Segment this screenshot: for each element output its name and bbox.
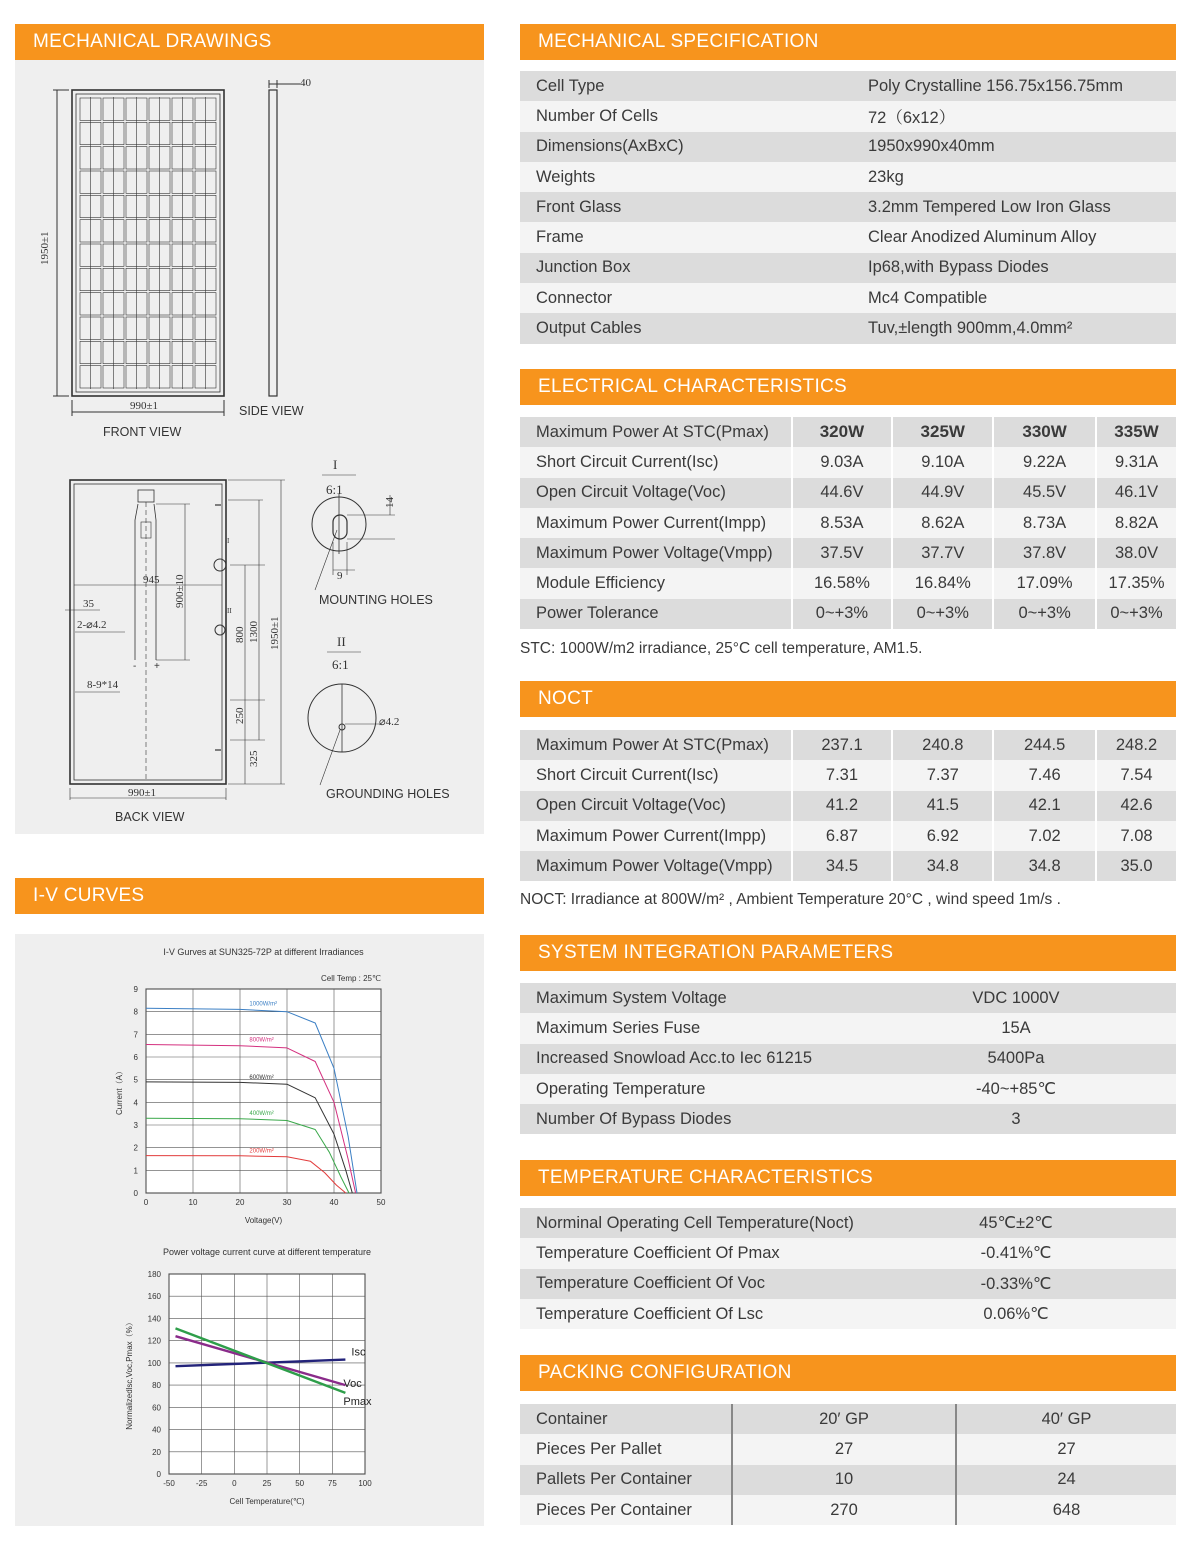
mechanical-drawings-panel <box>15 60 484 834</box>
row-label: Increased Snowload Acc.to Iec 61215 <box>520 1044 856 1074</box>
row-value: 23kg <box>852 162 1176 192</box>
row-label: Power Tolerance <box>520 599 792 629</box>
table-row <box>520 851 1176 881</box>
temp-chart-y-tick-label: 60 <box>152 1403 161 1413</box>
row-value: 3 <box>856 1104 1176 1134</box>
row-value: 42.1 <box>993 791 1096 821</box>
row-value: 325W <box>892 417 993 447</box>
row-label: Maximum Power Voltage(Vmpp) <box>520 538 792 568</box>
row-value: 5400Pa <box>856 1044 1176 1074</box>
plus-sign: + <box>154 661 160 672</box>
row-value: 248.2 <box>1096 730 1176 760</box>
table-row <box>520 599 1176 629</box>
row-value: 0~+3% <box>993 599 1096 629</box>
row-label: Temperature Coefficient Of Lsc <box>520 1299 856 1329</box>
iv-charts-svg <box>15 934 484 1526</box>
mounting-holes-label: MOUNTING HOLES <box>319 593 433 607</box>
row-label: Operating Temperature <box>520 1074 856 1104</box>
table-row <box>520 222 1176 252</box>
row-label: Container <box>520 1404 732 1434</box>
dim-990-front: 990±1 <box>130 400 159 412</box>
iv-chart-x-axis-label: Voltage(V) <box>244 1216 283 1225</box>
row-label: Maximum Power At STC(Pmax) <box>520 417 792 447</box>
row-value: 9.10A <box>892 447 993 477</box>
row-value: 44.9V <box>892 478 993 508</box>
system-heading: SYSTEM INTEGRATION PARAMETERS <box>520 935 1176 971</box>
table-row <box>520 101 1176 131</box>
row-value: 6.92 <box>892 821 993 851</box>
detail-1-label: I <box>333 457 338 472</box>
row-value: 10 <box>732 1465 956 1495</box>
temp-chart-x-tick-label: 25 <box>262 1479 272 1488</box>
row-label: Number Of Bypass Diodes <box>520 1104 856 1134</box>
row-label: Cell Type <box>520 71 852 101</box>
table-row <box>520 1465 1176 1495</box>
temp-chart-series-label-1: Voc <box>343 1378 362 1391</box>
detail-1-scale: 6:1 <box>326 482 343 497</box>
mechanical-drawings-heading: MECHANICAL DRAWINGS <box>15 24 484 60</box>
detail-1-dim-9: 9 <box>337 570 343 582</box>
temp-chart-y-tick-label: 180 <box>147 1270 161 1279</box>
row-label: Open Circuit Voltage(Voc) <box>520 478 792 508</box>
iv-chart-series-label-2: 600W/m² <box>249 1074 274 1081</box>
row-value: 15A <box>856 1013 1176 1043</box>
row-value: 8.82A <box>1096 508 1176 538</box>
iv-chart-x-tick-label: 40 <box>329 1198 339 1207</box>
row-value: VDC 1000V <box>856 983 1176 1013</box>
table-row <box>520 192 1176 222</box>
table-row <box>520 791 1176 821</box>
iv-chart-y-tick-label: 7 <box>133 1030 138 1040</box>
iv-curves-panel <box>15 934 484 1526</box>
row-value: 244.5 <box>993 730 1096 760</box>
dim-945: 945 <box>143 574 160 586</box>
dim-8-9-14: 8-9*14 <box>87 679 119 691</box>
packing-table <box>520 1404 1176 1525</box>
row-value: 34.8 <box>993 851 1096 881</box>
dim-325: 325 <box>248 750 260 767</box>
dim-900: 900±10 <box>174 574 186 608</box>
noct-note: NOCT: Irradiance at 800W/m² , Ambient Temperature 20°C , wind speed 1m/s . <box>520 891 1061 908</box>
row-value: 42.6 <box>1096 791 1176 821</box>
row-value: 0~+3% <box>792 599 893 629</box>
temp-chart-y-tick-label: 160 <box>147 1292 161 1302</box>
row-value: Tuv,±length 900mm,4.0mm² <box>852 313 1176 343</box>
iv-chart-x-tick-label: 30 <box>282 1198 292 1207</box>
row-value: 24 <box>956 1465 1176 1495</box>
iv-chart-x-tick-label: 20 <box>235 1198 245 1207</box>
row-value: 648 <box>956 1495 1176 1525</box>
temperature-heading: TEMPERATURE CHARACTERISTICS <box>520 1160 1176 1196</box>
row-value: -40~+85℃ <box>856 1074 1176 1104</box>
row-value: 7.46 <box>993 760 1096 790</box>
row-label: Open Circuit Voltage(Voc) <box>520 791 792 821</box>
iv-chart-y-tick-label: 5 <box>133 1075 138 1085</box>
temp-chart-y-tick-label: 120 <box>147 1336 161 1346</box>
row-value: 16.84% <box>892 568 993 598</box>
row-value: 8.53A <box>792 508 893 538</box>
temp-chart-x-tick-label: 50 <box>295 1479 305 1488</box>
table-row <box>520 760 1176 790</box>
temp-chart-y-tick-label: 80 <box>152 1381 161 1391</box>
table-row <box>520 132 1176 162</box>
table-row <box>520 313 1176 343</box>
temp-chart-title: Power voltage current curve at different temperature <box>163 1247 371 1257</box>
table-row <box>520 983 1176 1013</box>
row-value: 240.8 <box>892 730 993 760</box>
dim-1950: 1950±1 <box>39 231 51 265</box>
row-label: Temperature Coefficient Of Pmax <box>520 1238 856 1268</box>
table-row <box>520 253 1176 283</box>
dim-800: 800 <box>234 626 246 643</box>
temp-chart-y-tick-label: 20 <box>152 1447 161 1457</box>
table-row <box>520 1013 1176 1043</box>
temp-chart-y-tick-label: 140 <box>147 1314 161 1324</box>
table-row <box>520 478 1176 508</box>
dim-1300: 1300 <box>248 621 260 643</box>
table-row <box>520 730 1176 760</box>
mechanical-spec-heading: MECHANICAL SPECIFICATION <box>520 24 1176 60</box>
temp-chart-x-tick-label: 100 <box>358 1479 372 1488</box>
row-value: 35.0 <box>1096 851 1176 881</box>
iv-chart-x-tick-label: 50 <box>376 1198 386 1207</box>
table-row <box>520 1104 1176 1134</box>
detail-2-dim-42: ⌀4.2 <box>379 716 400 728</box>
row-value: 8.62A <box>892 508 993 538</box>
table-row <box>520 417 1176 447</box>
table-row <box>520 538 1176 568</box>
electrical-heading: ELECTRICAL CHARACTERISTICS <box>520 369 1176 405</box>
table-row <box>520 1299 1176 1329</box>
dim-1950-back: 1950±1 <box>269 616 281 650</box>
temp-chart-x-tick-label: 75 <box>327 1479 337 1488</box>
dim-35: 35 <box>83 598 94 610</box>
row-label: Maximum Power Voltage(Vmpp) <box>520 851 792 881</box>
row-value: 237.1 <box>792 730 893 760</box>
row-value: 16.58% <box>792 568 893 598</box>
electrical-table <box>520 417 1176 629</box>
row-label: Number Of Cells <box>520 101 852 131</box>
row-value: -0.41%℃ <box>856 1238 1176 1268</box>
row-label: Front Glass <box>520 192 852 222</box>
row-value: 34.8 <box>892 851 993 881</box>
row-value: 41.2 <box>792 791 893 821</box>
back-view-label: BACK VIEW <box>115 810 185 824</box>
iv-curves-heading: I-V CURVES <box>15 878 484 914</box>
table-row <box>520 71 1176 101</box>
row-value: 0.06%℃ <box>856 1299 1176 1329</box>
row-value: 44.6V <box>792 478 893 508</box>
row-value: 0~+3% <box>892 599 993 629</box>
iv-chart-x-tick-label: 10 <box>188 1198 198 1207</box>
row-label: Pieces Per Container <box>520 1495 732 1525</box>
temp-chart-y-tick-label: 100 <box>147 1358 161 1368</box>
temp-chart-series-label-0: Isc <box>351 1346 366 1359</box>
row-label: Maximum Power At STC(Pmax) <box>520 730 792 760</box>
iv-chart-x-tick-label: 0 <box>143 1198 149 1207</box>
row-value: 7.37 <box>892 760 993 790</box>
row-value: 270 <box>732 1495 956 1525</box>
row-label: Maximum System Voltage <box>520 983 856 1013</box>
row-value: 40′ GP <box>956 1404 1176 1434</box>
row-value: 6.87 <box>792 821 893 851</box>
row-value: 46.1V <box>1096 478 1176 508</box>
table-row <box>520 1044 1176 1074</box>
row-value: 37.5V <box>792 538 893 568</box>
table-row <box>520 568 1176 598</box>
row-label: Short Circuit Current(Isc) <box>520 760 792 790</box>
row-value: 335W <box>1096 417 1176 447</box>
temp-chart-x-axis-label: Cell Temperature(℃) <box>229 1497 305 1506</box>
row-value: 0~+3% <box>1096 599 1176 629</box>
minus-sign: - <box>133 661 137 672</box>
iv-chart-series-label-4: 200W/m² <box>249 1148 274 1155</box>
temp-chart-x-tick-label: 0 <box>232 1479 237 1488</box>
iv-chart-y-tick-label: 3 <box>133 1121 138 1130</box>
row-value: 27 <box>956 1434 1176 1464</box>
iv-chart-y-axis-label: Current（A） <box>115 1066 124 1116</box>
table-row <box>520 1074 1176 1104</box>
iv-chart-y-tick-label: 0 <box>133 1189 138 1198</box>
row-value: 37.8V <box>993 538 1096 568</box>
table-row <box>520 447 1176 477</box>
row-label: Pallets Per Container <box>520 1465 732 1495</box>
packing-heading: PACKING CONFIGURATION <box>520 1355 1176 1391</box>
table-row <box>520 1269 1176 1299</box>
row-value: 9.31A <box>1096 447 1176 477</box>
marker-1: I <box>227 537 230 545</box>
temp-chart-x-tick-label: -50 <box>163 1479 175 1488</box>
row-value: 45.5V <box>993 478 1096 508</box>
noct-table <box>520 730 1176 881</box>
row-value: 72（6x12） <box>852 101 1176 131</box>
row-label: Output Cables <box>520 313 852 343</box>
front-view-label: FRONT VIEW <box>103 425 182 439</box>
table-row <box>520 162 1176 192</box>
row-value: Mc4 Compatible <box>852 283 1176 313</box>
iv-chart-series-label-3: 400W/m² <box>249 1111 274 1118</box>
row-label: Connector <box>520 283 852 313</box>
row-label: Junction Box <box>520 253 852 283</box>
dim-250: 250 <box>234 707 246 724</box>
row-value: 7.54 <box>1096 760 1176 790</box>
iv-chart-series-label-0: 1000W/m² <box>249 1001 278 1008</box>
row-label: Temperature Coefficient Of Voc <box>520 1269 856 1299</box>
iv-chart-subtitle: Cell Temp : 25℃ <box>321 974 381 983</box>
row-value: -0.33%℃ <box>856 1269 1176 1299</box>
side-view-label: SIDE VIEW <box>239 404 304 418</box>
temperature-table <box>520 1208 1176 1329</box>
row-label: Short Circuit Current(Isc) <box>520 447 792 477</box>
iv-chart-title: I-V Gurves at SUN325-72P at different Irradiances <box>163 947 364 957</box>
detail-2-scale: 6:1 <box>332 657 349 672</box>
row-value: 8.73A <box>993 508 1096 538</box>
iv-chart-series-label-1: 800W/m² <box>249 1037 274 1044</box>
row-value: 17.09% <box>993 568 1096 598</box>
row-value: Poly Crystalline 156.75x156.75mm <box>852 71 1176 101</box>
electrical-note: STC: 1000W/m2 irradiance, 25°C cell temperature, AM1.5. <box>520 640 923 657</box>
row-label: Dimensions(AxBxC) <box>520 132 852 162</box>
row-value: 9.03A <box>792 447 893 477</box>
row-value: 37.7V <box>892 538 993 568</box>
iv-chart-y-tick-label: 4 <box>133 1098 138 1108</box>
row-value: 20′ GP <box>732 1404 956 1434</box>
temp-chart-y-tick-label: 0 <box>156 1470 161 1479</box>
grounding-holes-label: GROUNDING HOLES <box>326 787 450 801</box>
table-row <box>520 1208 1176 1238</box>
table-row <box>520 283 1176 313</box>
row-label: Pieces Per Pallet <box>520 1434 732 1464</box>
table-row <box>520 1404 1176 1434</box>
row-label: Maximum Power Current(Impp) <box>520 508 792 538</box>
row-label: Maximum Series Fuse <box>520 1013 856 1043</box>
iv-chart-y-tick-label: 6 <box>133 1053 138 1062</box>
table-row <box>520 1495 1176 1525</box>
iv-chart-y-tick-label: 8 <box>133 1007 138 1017</box>
temp-chart-x-tick-label: -25 <box>195 1479 208 1488</box>
row-value: 9.22A <box>993 447 1096 477</box>
marker-2: II <box>227 607 232 615</box>
table-row <box>520 821 1176 851</box>
detail-1-dim-14: 14 <box>384 497 396 508</box>
noct-heading: NOCT <box>520 681 1176 717</box>
row-value: Ip68,with Bypass Diodes <box>852 253 1176 283</box>
mechanical-drawings-svg <box>15 60 484 834</box>
row-label: Weights <box>520 162 852 192</box>
temp-chart-y-axis-label: Normalizedlsc,Voc,Pmax（%） <box>125 1318 134 1430</box>
row-value: 38.0V <box>1096 538 1176 568</box>
row-value: 320W <box>792 417 893 447</box>
dim-990-back: 990±1 <box>128 787 157 799</box>
table-row <box>520 1434 1176 1464</box>
dim-2-42: 2-⌀4.2 <box>77 619 107 631</box>
row-value: 7.02 <box>993 821 1096 851</box>
row-value: 45℃±2℃ <box>856 1208 1176 1238</box>
iv-chart-y-tick-label: 2 <box>133 1143 138 1153</box>
row-value: Clear Anodized Aluminum Alloy <box>852 222 1176 252</box>
row-value: 1950x990x40mm <box>852 132 1176 162</box>
row-value: 7.31 <box>792 760 893 790</box>
row-value: 41.5 <box>892 791 993 821</box>
row-value: 34.5 <box>792 851 893 881</box>
table-row <box>520 508 1176 538</box>
row-value: 3.2mm Tempered Low Iron Glass <box>852 192 1176 222</box>
mechanical-spec-table <box>520 71 1176 344</box>
row-value: 17.35% <box>1096 568 1176 598</box>
system-table <box>520 983 1176 1134</box>
row-value: 7.08 <box>1096 821 1176 851</box>
row-label: Frame <box>520 222 852 252</box>
iv-chart-y-tick-label: 1 <box>133 1166 138 1176</box>
row-value: 330W <box>993 417 1096 447</box>
row-label: Maximum Power Current(Impp) <box>520 821 792 851</box>
row-value: 27 <box>732 1434 956 1464</box>
detail-2-label: II <box>337 634 346 649</box>
temp-chart-series-label-2: Pmax <box>343 1395 372 1408</box>
temp-chart-y-tick-label: 40 <box>152 1425 161 1435</box>
iv-chart-plot-area <box>146 989 381 1193</box>
table-row <box>520 1238 1176 1268</box>
iv-chart-y-tick-label: 9 <box>133 985 138 994</box>
row-label: Module Efficiency <box>520 568 792 598</box>
row-label: Norminal Operating Cell Temperature(Noct) <box>520 1208 856 1238</box>
dim-40: 40 <box>300 77 311 89</box>
